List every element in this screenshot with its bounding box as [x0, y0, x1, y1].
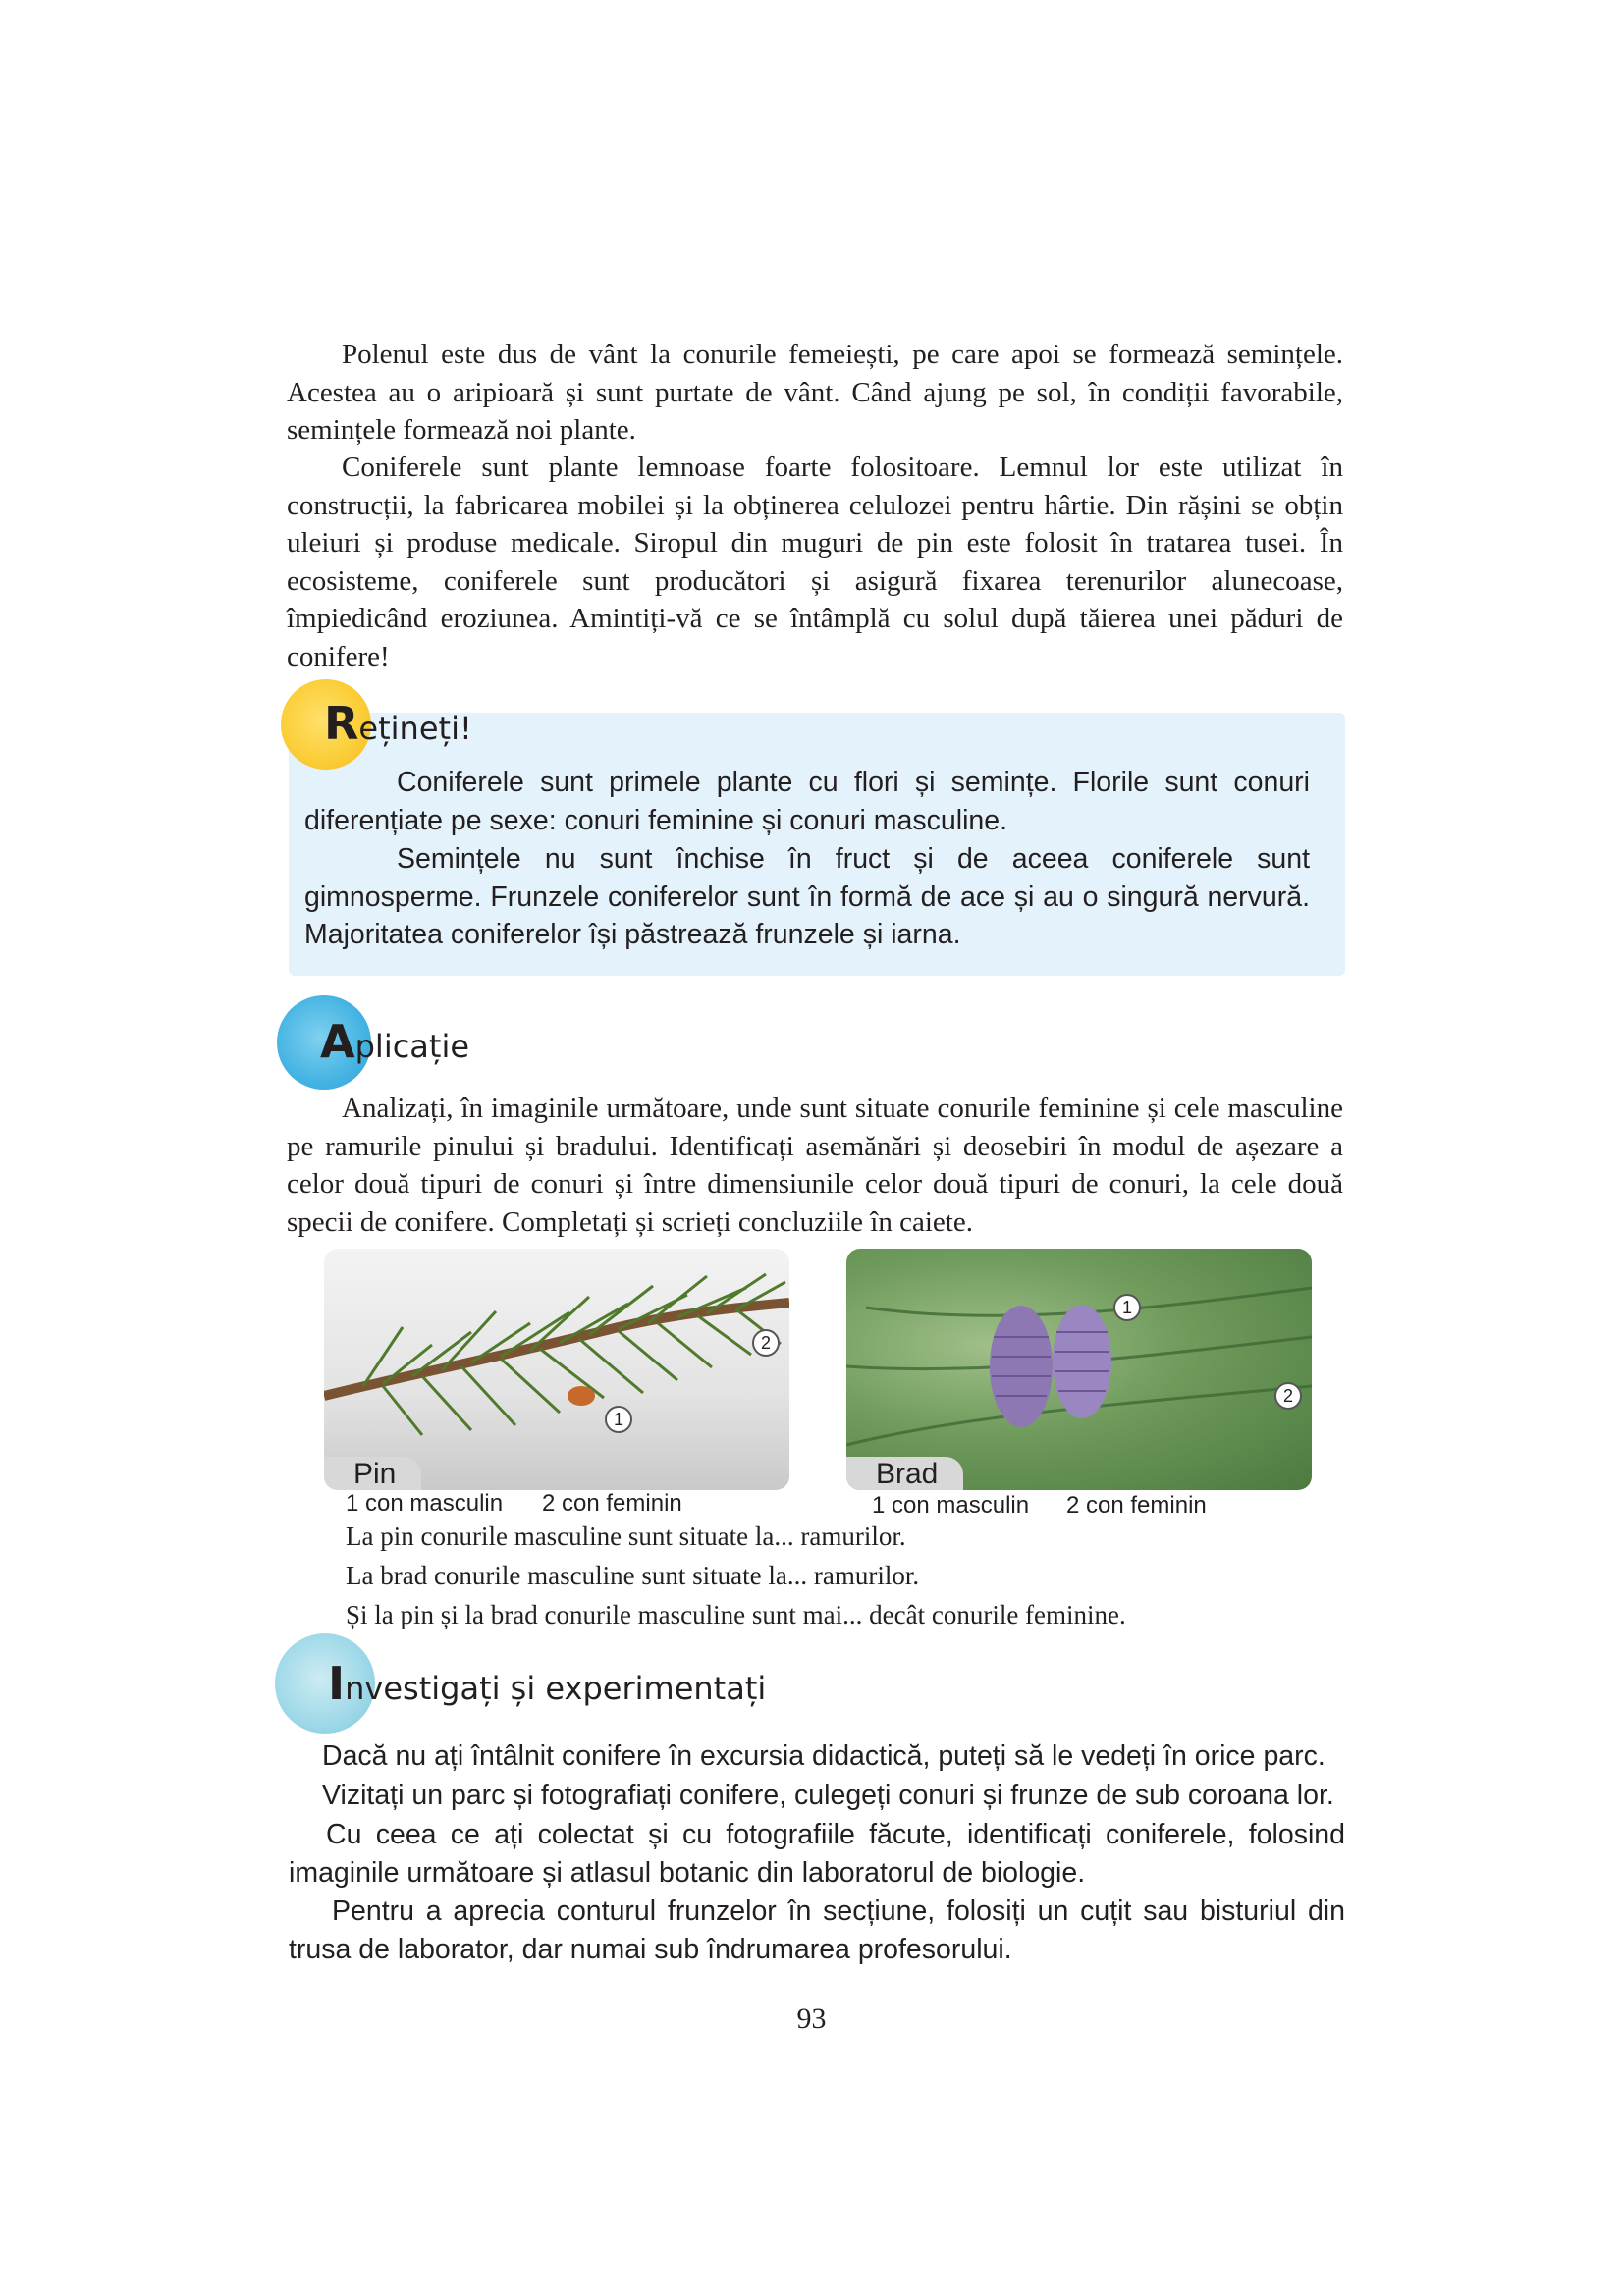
- brad-label-2: 2: [1274, 1382, 1302, 1410]
- aplicatie-paragraph: [287, 1090, 1343, 1241]
- fill-line-1: La pin conurile masculine sunt situate la... ramurilor.: [346, 1522, 906, 1551]
- pin-photo: [324, 1249, 789, 1490]
- brad-photo: [846, 1249, 1312, 1490]
- retineti-paragraph-1-text: Coniferele sunt primele plante cu flori și semințe. Florile sunt conuri diferențiate pe sexe: conuri feminine și conuri masculine.: [304, 767, 1310, 836]
- investigati-paragraph-3: [289, 1816, 1345, 1892]
- retineti-paragraph-1: [304, 764, 1310, 839]
- retineti-heading-cap: R: [324, 697, 359, 750]
- fill-line-3: Și la pin și la brad conurile masculine sunt mai... decât conurile feminine.: [346, 1600, 1126, 1629]
- intro-paragraph-1-text: Polenul este dus de vânt la conurile femeiești, pe care apoi se formează semințele. Acestea au o aripioară și sunt purtate de vânt. Când ajung pe sol, în condiții favorabile, semințele formează noi plante.: [287, 339, 1343, 446]
- fill-line-2: La brad conurile masculine sunt situate la... ramurilor.: [346, 1561, 920, 1590]
- intro-paragraph-1: [287, 336, 1343, 450]
- pin-legend-1: 1 con masculin: [346, 1490, 504, 1517]
- investigati-paragraph-3-text: Cu ceea ce ați colectat și cu fotografiile făcute, identificați coniferele, folosind imaginile următoare și atlasul botanic din laboratorul de biologie.: [289, 1819, 1345, 1889]
- retineti-paragraph-2-text: Semințele nu sunt închise în fruct și de aceea coniferele sunt gimnosperme. Frunzele coniferelor sunt în formă de ace și au o singură nervură. Majoritatea coniferelor își păstrează frunzele și iarna.: [304, 843, 1310, 950]
- investigati-heading-cap: I: [328, 1657, 346, 1710]
- retineti-heading-rest: ețineți!: [358, 710, 472, 747]
- intro-paragraph-2-text: Coniferele sunt plante lemnoase foarte folositoare. Lemnul lor este utilizat în construcții, la fabricarea mobilei și la obținerea celulozei pentru hârtie. Din rășini se obțin uleiuri și produse medicale. Siropul din muguri de pin este folosit în tratarea tusei. În ecosisteme, coniferele sunt producători și asigură fixarea terenurilor alunecoase, împiedicând eroziunea. Amintiți-vă ce se întâmplă cu solul după tăierea unei păduri de conifere!: [287, 452, 1343, 672]
- pin-label-1: 1: [605, 1406, 632, 1433]
- investigati-line-2: Vizitați un parc și fotografiați conifere, culegeți conuri și frunze de sub coroana lor.: [322, 1780, 1334, 1811]
- brad-legend-1: 1 con masculin: [872, 1492, 1030, 1519]
- intro-paragraph-2: [287, 449, 1343, 675]
- retineti-paragraph-2: [304, 840, 1310, 954]
- investigati-heading-rest: nvestigați și experimentați: [345, 1670, 767, 1707]
- brad-cones-illustration: [846, 1249, 1312, 1490]
- pin-caption: Pin: [324, 1457, 421, 1490]
- aplicatie-heading-rest: plicație: [354, 1028, 470, 1065]
- pin-branch-illustration: [324, 1249, 789, 1490]
- investigati-heading: [328, 1657, 766, 1710]
- investigati-line-1: Dacă nu ați întâlnit conifere în excursia didactică, puteți să le vedeți în orice parc.: [322, 1740, 1325, 1772]
- investigati-paragraph-4-text: Pentru a aprecia conturul frunzelor în secțiune, folosiți un cuțit sau bisturiul din trusa de laborator, dar numai sub îndrumarea profesorului.: [289, 1896, 1345, 1965]
- brad-legend-2: 2 con feminin: [1066, 1492, 1207, 1519]
- retineti-heading: [324, 697, 472, 750]
- pin-legend-2: 2 con feminin: [542, 1490, 682, 1517]
- pin-label-2: 2: [752, 1329, 780, 1357]
- aplicatie-paragraph-text: Analizați, în imaginile următoare, unde sunt situate conurile feminine și cele masculine pe ramurile pinului și bradului. Identificați asemănări și deosebiri în modul de așezare a celor două tipuri de conuri și între dimensiunile celor două tipuri de conuri, la cele două specii de conifere. Completați și scrieți concluziile în caiete.: [287, 1093, 1343, 1238]
- brad-label-1: 1: [1113, 1294, 1141, 1321]
- page-number: 93: [796, 2002, 827, 2035]
- investigati-paragraph-4: [289, 1893, 1345, 1968]
- brad-caption: Brad: [846, 1457, 963, 1490]
- aplicatie-heading: [320, 1015, 469, 1068]
- aplicatie-heading-cap: A: [320, 1015, 355, 1068]
